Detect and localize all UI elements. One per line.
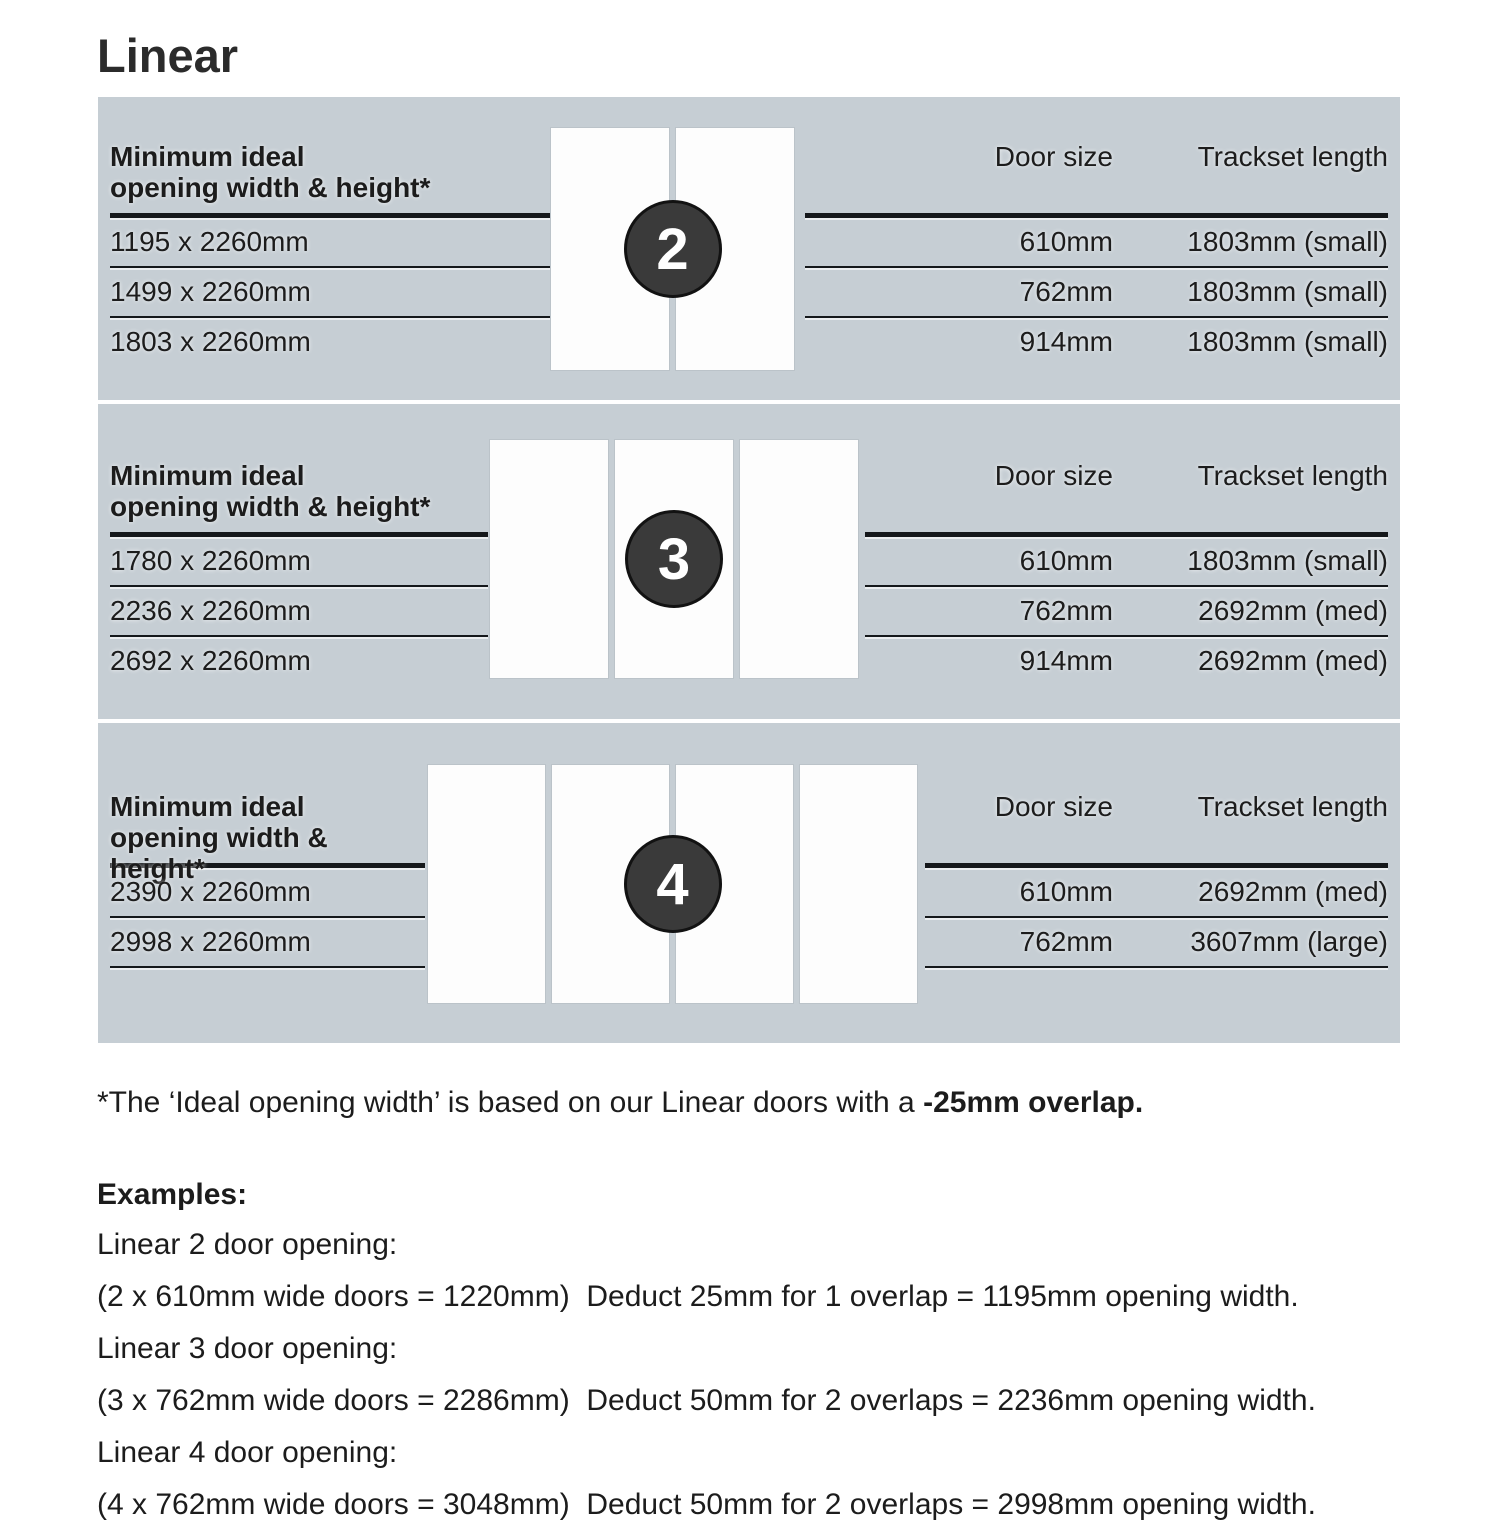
- overlap-footnote: [97, 1085, 1437, 1121]
- footer-notes: [97, 1085, 1437, 1531]
- door-count-badge: 3: [625, 510, 723, 608]
- door-size-value: 914mm: [1019, 326, 1113, 357]
- opening-size-header: [110, 460, 488, 522]
- door-panel: [740, 440, 858, 678]
- door-size-value: 762mm: [1019, 276, 1113, 307]
- opening-size-header: [110, 791, 425, 884]
- section-3-door: [98, 404, 1400, 719]
- door-trackset-row: [865, 587, 1388, 637]
- door-size-label: Door size: [994, 460, 1113, 491]
- opening-size-row: 2236 x 2260mm: [110, 587, 488, 637]
- opening-size-header-line1: Minimum ideal: [110, 791, 305, 822]
- door-panel: [490, 440, 608, 678]
- trackset-length-label: Trackset length: [1197, 460, 1388, 491]
- trackset-length-label: Trackset length: [1197, 791, 1388, 822]
- door-panel: [428, 765, 545, 1003]
- trackset-length-label: Trackset length: [1197, 141, 1388, 172]
- opening-size-row: 2998 x 2260mm: [110, 918, 425, 968]
- door-trackset-header: [805, 141, 1388, 203]
- example-line: (4 x 762mm wide doors = 3048mm) Deduct 50mm for 2 overlaps = 2998mm opening width.: [97, 1488, 1316, 1521]
- opening-size-row: 1780 x 2260mm: [110, 537, 488, 587]
- door-size-value: 610mm: [1019, 545, 1113, 576]
- spec-panel: [98, 97, 1400, 1043]
- opening-size-header-line1: Minimum ideal: [110, 460, 305, 491]
- door-diagram-2: [551, 128, 794, 370]
- footnote-text: *The ‘Ideal opening width’ is based on our Linear doors with a: [97, 1086, 924, 1119]
- door-size-value: 914mm: [1019, 645, 1113, 676]
- door-size-label: Door size: [994, 791, 1113, 822]
- trackset-length-value: 1803mm (small): [1187, 226, 1388, 257]
- opening-size-row: 1499 x 2260mm: [110, 268, 550, 318]
- trackset-length-value: 1803mm (small): [1187, 545, 1388, 576]
- door-trackset-row: [865, 537, 1388, 587]
- trackset-length-value: 2692mm (med): [1198, 876, 1388, 907]
- door-trackset-header: [925, 791, 1388, 853]
- page-title: Linear: [97, 29, 239, 82]
- trackset-length-value: 3607mm (large): [1190, 926, 1388, 957]
- section-4-door: [98, 723, 1400, 1043]
- opening-size-row: 2692 x 2260mm: [110, 645, 311, 676]
- door-size-value: 610mm: [1019, 876, 1113, 907]
- example-line: (2 x 610mm wide doors = 1220mm) Deduct 25mm for 1 overlap = 1195mm opening width.: [97, 1280, 1299, 1313]
- door-trackset-row: [805, 268, 1388, 318]
- door-panel: [800, 765, 917, 1003]
- door-diagram-4: [428, 765, 917, 1003]
- opening-size-header-line1: Minimum ideal: [110, 141, 305, 172]
- opening-size-header-line2: opening width & height*: [110, 822, 328, 884]
- door-trackset-row: [805, 218, 1388, 268]
- door-count-badge: 2: [624, 200, 722, 298]
- example-line: Linear 2 door opening:: [97, 1228, 398, 1261]
- example-line: (3 x 762mm wide doors = 2286mm) Deduct 50mm for 2 overlaps = 2236mm opening width.: [97, 1384, 1316, 1417]
- opening-size-row: 2390 x 2260mm: [110, 868, 425, 918]
- examples-heading: Examples:: [97, 1178, 248, 1211]
- opening-size-table-2door: [110, 141, 550, 366]
- door-trackset-table-4door: [925, 791, 1388, 968]
- door-size-value: 610mm: [1019, 226, 1113, 257]
- door-trackset-row: [925, 918, 1388, 968]
- section-2-door: [98, 97, 1400, 400]
- door-trackset-table-3door: [865, 460, 1388, 685]
- door-count-badge: 4: [624, 835, 722, 933]
- door-trackset-row: [865, 637, 1388, 685]
- door-trackset-row: [925, 868, 1388, 918]
- door-size-value: 762mm: [1019, 926, 1113, 957]
- door-trackset-header: [865, 460, 1388, 522]
- example-line: Linear 3 door opening:: [97, 1332, 398, 1365]
- opening-size-header-line2: opening width & height*: [110, 172, 431, 203]
- trackset-length-value: 1803mm (small): [1187, 326, 1388, 357]
- opening-size-table-3door: [110, 460, 488, 685]
- opening-size-row: 1195 x 2260mm: [110, 218, 550, 268]
- opening-size-table-4door: [110, 791, 425, 968]
- door-size-value: 762mm: [1019, 595, 1113, 626]
- door-trackset-row: [805, 318, 1388, 366]
- trackset-length-value: 1803mm (small): [1187, 276, 1388, 307]
- opening-size-header: [110, 141, 550, 203]
- trackset-length-value: 2692mm (med): [1198, 595, 1388, 626]
- opening-size-header-line2: opening width & height*: [110, 491, 431, 522]
- door-size-label: Door size: [994, 141, 1113, 172]
- door-trackset-table-2door: [805, 141, 1388, 366]
- example-line: Linear 4 door opening:: [97, 1436, 398, 1469]
- trackset-length-value: 2692mm (med): [1198, 645, 1388, 676]
- footnote-bold-text: -25mm overlap.: [923, 1086, 1144, 1119]
- door-diagram-3: [490, 440, 858, 678]
- opening-size-row: 1803 x 2260mm: [110, 326, 311, 357]
